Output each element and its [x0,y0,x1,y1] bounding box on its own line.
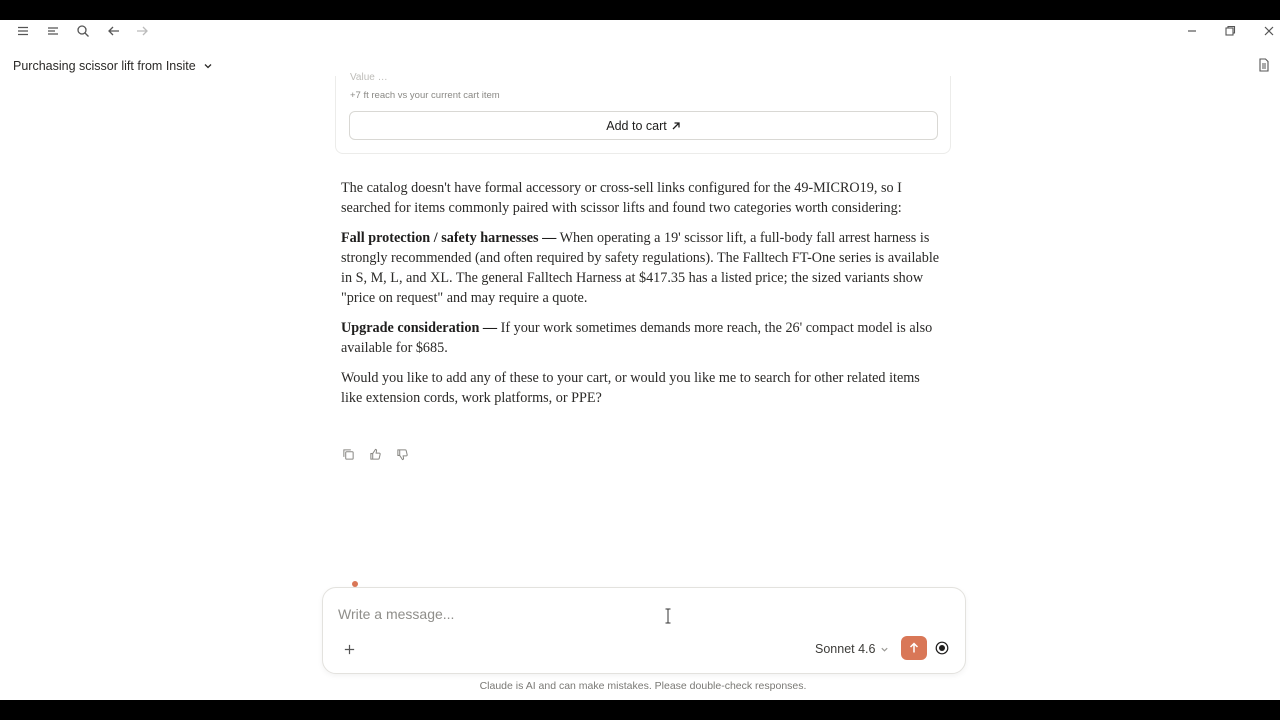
message-input[interactable] [338,602,938,626]
search-icon[interactable] [75,23,91,39]
record-icon [935,641,949,655]
upgrade-heading: Upgrade consideration — [341,320,498,336]
send-button[interactable] [901,636,927,660]
chevron-down-icon [202,60,214,72]
app-window [0,20,1280,700]
thumbs-up-icon[interactable] [367,446,383,462]
menu-icon[interactable] [15,23,31,39]
card-faded-text: Value … [350,72,388,83]
fall-protection-text: When operating a 19' scissor lift, a full-body fall arrest harness is strongly recommended (and often required by safety regulations). The Falltech FT-One series is available in S, M, L, and XL. The general Falltech Harness at $417.35 has a listed price; the sized variants show "price on request" and may require a quote. [341,230,940,306]
forward-arrow-icon[interactable] [134,23,150,39]
copy-icon[interactable] [340,446,356,462]
message-actions [340,446,410,462]
fall-protection-heading: Fall protection / safety harnesses — [341,230,557,246]
add-to-cart-label: Add to cart [606,118,667,133]
upgrade-text: If your work sometimes demands more reach, the 26' compact model is also available for $685. [341,320,933,356]
sidebar-toggle-icon[interactable] [45,23,61,39]
conversation-title-text: Purchasing scissor lift from Insite [13,59,196,73]
plus-icon [343,643,356,656]
add-to-cart-button[interactable] [349,111,938,140]
back-arrow-icon[interactable] [106,23,122,39]
message-paragraph: The catalog doesn't have formal accessory or cross-sell links configured for the 49-MICRO19, so I searched for items commonly paired with scissor lifts and found two categories worth considering: [341,180,902,216]
close-icon[interactable] [1261,23,1277,39]
message-paragraph: Would you like to add any of these to your cart, or would you like me to search for other related items like extension cords, work platforms, or PPE? [341,370,920,406]
restore-icon[interactable] [1222,23,1238,39]
conversation-title[interactable] [13,57,214,75]
message-paragraph [341,318,941,358]
message-composer [322,587,966,674]
external-arrow-icon [671,121,681,131]
model-selector[interactable] [815,639,889,659]
chevron-down-icon [880,645,889,654]
message-paragraph [341,228,941,308]
title-bar [0,20,1280,42]
text-cursor-icon [664,608,672,624]
disclaimer: Claude is AI and can make mistakes. Please double-check responses. [479,680,807,692]
assistant-message [341,178,941,418]
card-reach-note: +7 ft reach vs your current cart item [350,90,500,101]
document-icon[interactable] [1256,57,1272,73]
add-attachment-button[interactable] [340,640,358,658]
thumbs-down-icon[interactable] [394,446,410,462]
arrow-up-icon [908,642,920,654]
minimize-icon[interactable] [1184,23,1200,39]
model-name: Sonnet 4.6 [815,642,876,656]
voice-mode-button[interactable] [931,636,953,660]
